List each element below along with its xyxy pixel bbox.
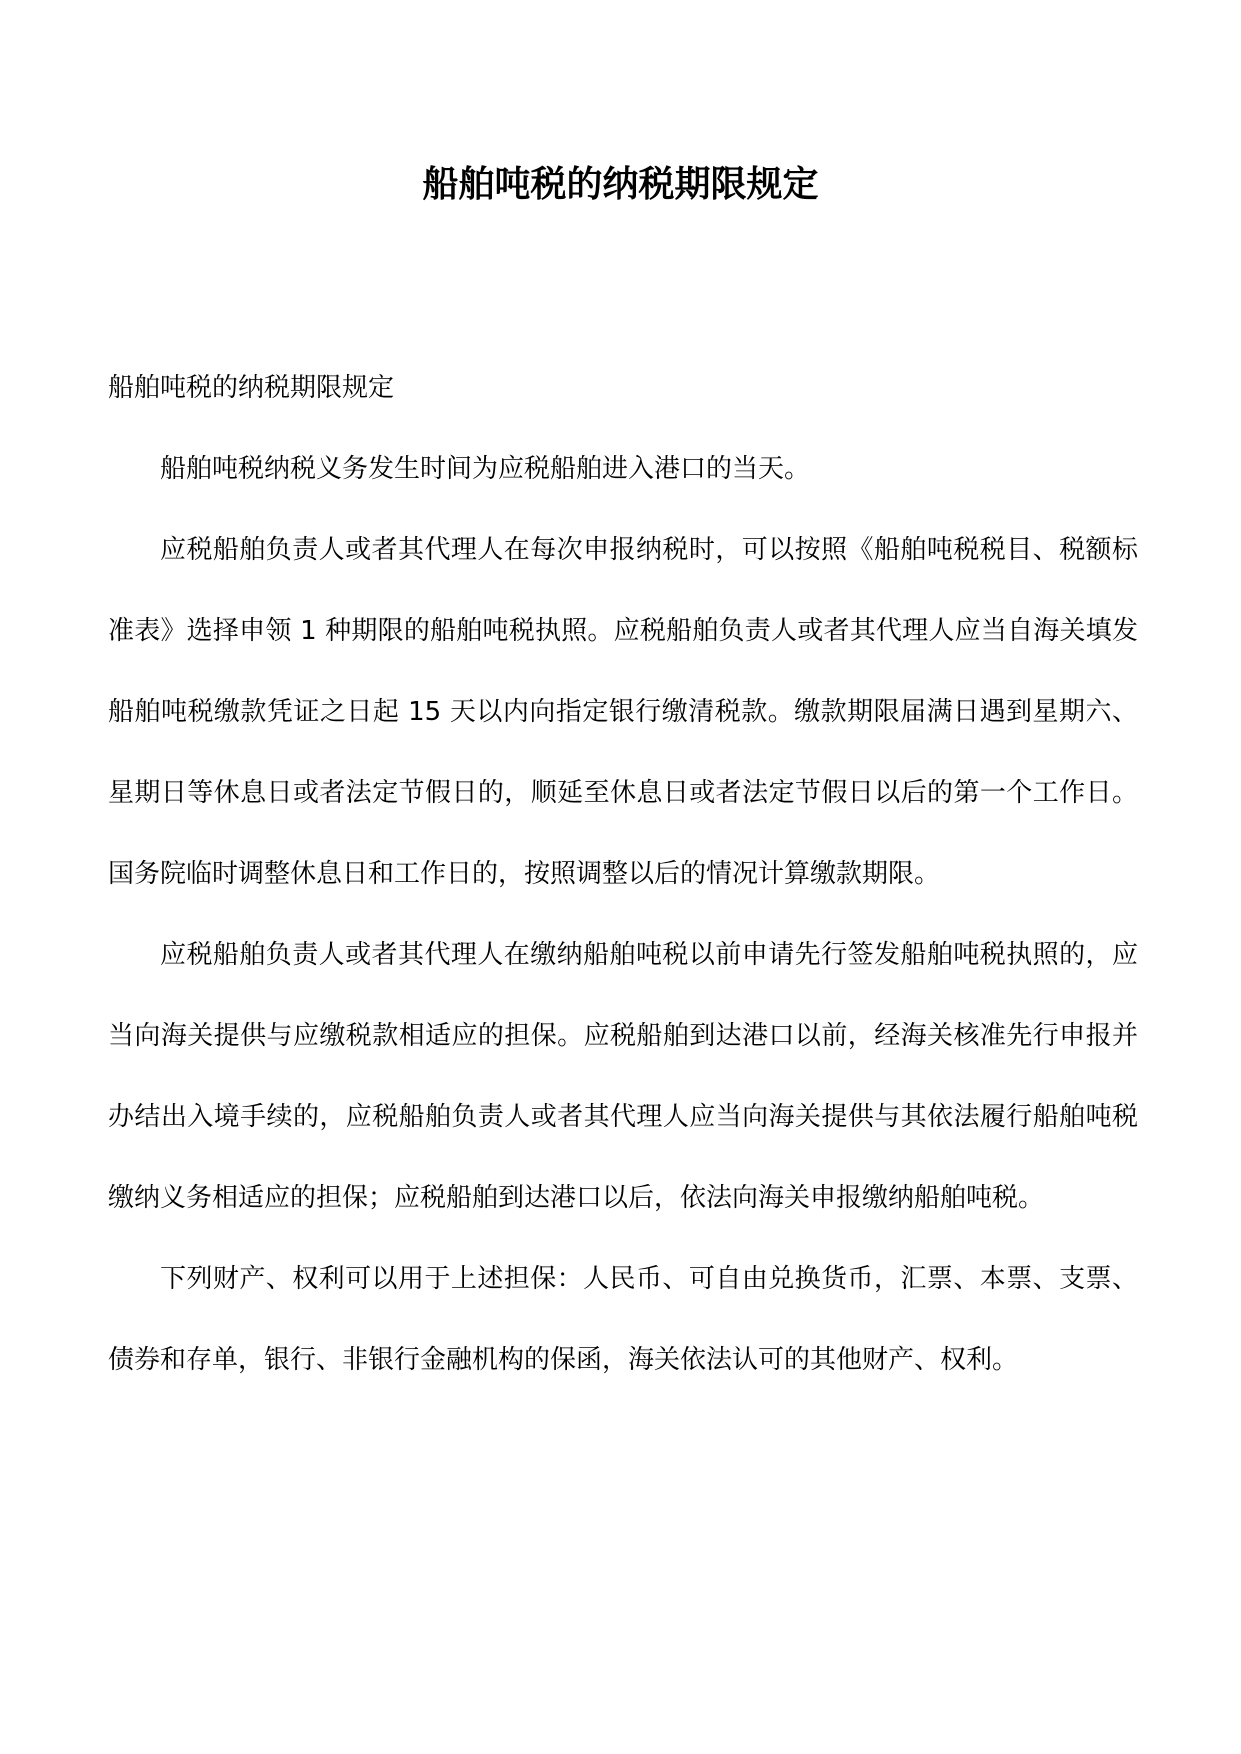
- paragraph-2: 应税船舶负责人或者其代理人在每次申报纳税时，可以按照《船舶吨税税目、税额标准表》选择申领 1 种期限的船舶吨税执照。应税船舶负责人或者其代理人应当自海关填发船舶吨税缴款凭证之日起 15 天以内向指定银行缴清税款。缴款期限届满日遇到星期六、星期日等休息日或者法定节假日的，顺延至休息日或者法定节假日以后的第一个工作日。国务院临时调整休息日和工作日的，按照调整以后的情况计算缴款期限。: [108, 535, 1138, 889]
- paragraph-1: 船舶吨税纳税义务发生时间为应税船舶进入港口的当天。: [160, 454, 811, 484]
- paragraph-3: 应税船舶负责人或者其代理人在缴纳船舶吨税以前申请先行签发船舶吨税执照的，应当向海关提供与应缴税款相适应的担保。应税船舶到达港口以前，经海关核准先行申报并办结出入境手续的，应税船舶负责人或者其代理人应当向海关提供与其依法履行船舶吨税缴纳义务相适应的担保；应税船舶到达港口以后，依法向海关申报缴纳船舶吨税。: [108, 940, 1138, 1213]
- document-body: [108, 348, 1138, 1401]
- section-heading: 船舶吨税的纳税期限规定: [108, 373, 395, 403]
- paragraph-4: 下列财产、权利可以用于上述担保：人民币、可自由兑换货币，汇票、本票、支票、债券和存单，银行、非银行金融机构的保函，海关依法认可的其他财产、权利。: [108, 1264, 1138, 1375]
- document-title: 船舶吨税的纳税期限规定: [422, 163, 819, 205]
